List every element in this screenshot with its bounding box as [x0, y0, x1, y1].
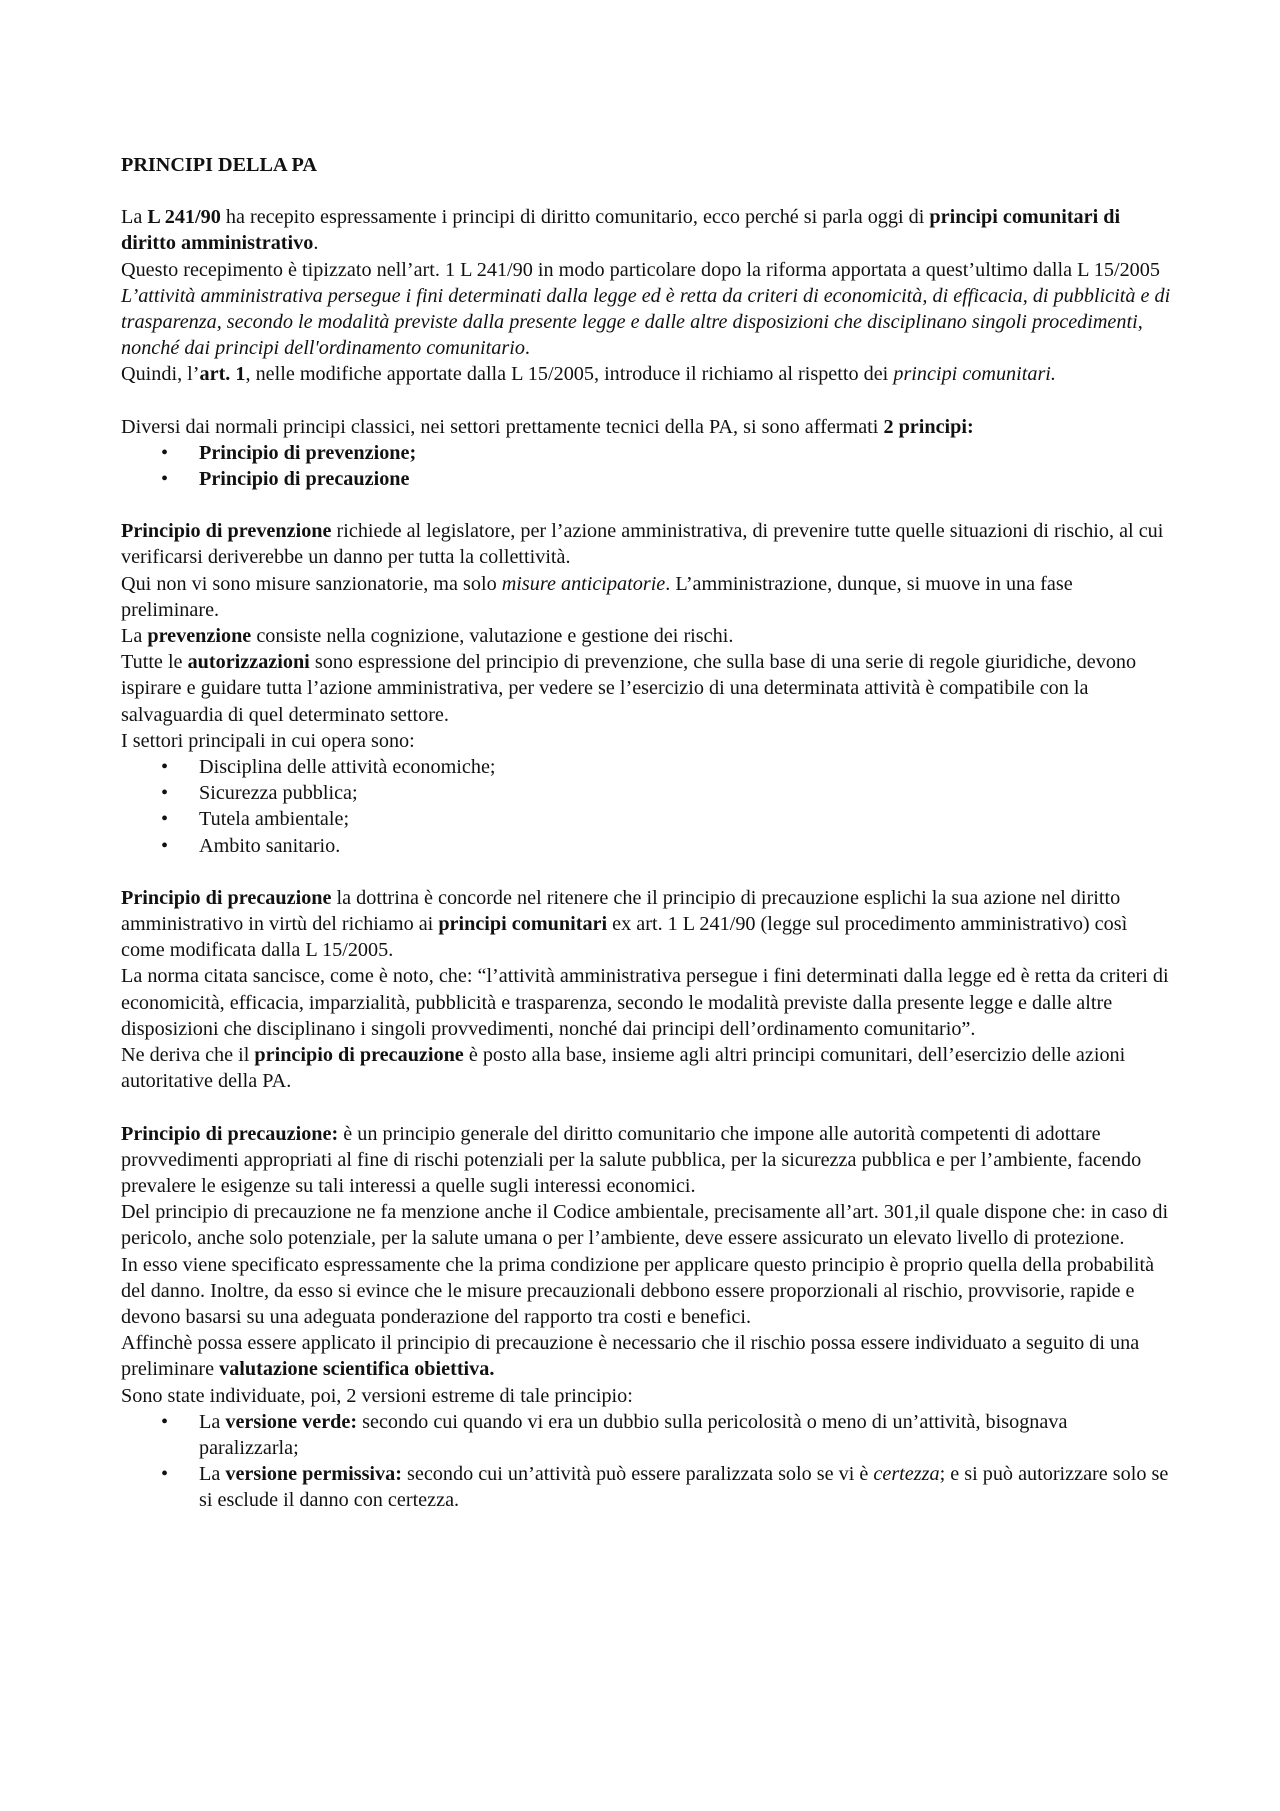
bold-term: prevenzione: [147, 625, 252, 648]
bold-term: 2 principi:: [883, 415, 974, 438]
spacer: [121, 492, 1171, 518]
list-item: • Tutela ambientale;: [199, 806, 1171, 832]
prevenzione-paragraph-3: La prevenzione consiste nella cognizione, valutazione e gestione dei rischi.: [121, 625, 734, 648]
spacer: [121, 1095, 1171, 1121]
bold-term: L 241/90: [147, 206, 221, 229]
bold-term: art. 1: [199, 363, 246, 386]
document-body: [121, 152, 1171, 1514]
italic-term: certezza: [873, 1463, 940, 1486]
precauzione-def-paragraph-1: Principio di precauzione: è un principio generale del diritto comunitario che impone alle autorità competenti di adottare provvedimenti appropriati al fine di rischi potenziali per la salute pubblica, per la sicurezza pubblica e per l’ambiente, facendo prevalere le esigenze su tali interessi a quelle sugli interessi economici.: [121, 1122, 1142, 1197]
page-title: PRINCIPI DELLA PA: [121, 154, 317, 176]
list-item: • La versione permissiva: secondo cui un’attività può essere paralizzata solo se vi è certezza; e si può autorizzare solo se si esclude il danno con certezza.: [199, 1461, 1171, 1513]
bold-term: Principio di precauzione:: [121, 1122, 339, 1145]
bold-term: principi comunitari: [438, 913, 608, 936]
settori-list: [121, 754, 1171, 859]
precauzione-def-paragraph-5: Sono state individuate, poi, 2 versioni estreme di tale principio:: [121, 1384, 633, 1407]
versioni-list: [121, 1409, 1171, 1514]
list-item: • La versione verde: secondo cui quando vi era un dubbio sulla pericolosità o meno di un’attività, bisognava paralizzarla;: [199, 1409, 1171, 1461]
bold-term: principi comunitari di diritto amministrativo: [121, 206, 1121, 255]
spacer: [121, 859, 1171, 885]
precauzione-paragraph-1: Principio di precauzione la dottrina è concorde nel ritenere che il principio di precauzione esplichi la sua azione nel diritto amministrativo in virtù del richiamo ai principi comunitari ex art. 1 L 241/90 (legge sul procedimento amministrativo) così come modificata dalla L 15/2005.: [121, 886, 1128, 962]
intro-paragraph-1: La L 241/90 ha recepito espressamente i principi di diritto comunitario, ecco perché si parla oggi di principi comunitari di diritto amministrativo.: [121, 206, 1121, 255]
prevenzione-paragraph-1: Principio di prevenzione richiede al legislatore, per l’azione amministrativa, di prevenire tutte quelle situazioni di rischio, al cui verificarsi deriverebbe un danno per tutta la collettività.: [121, 520, 1164, 569]
bold-term: Principio di precauzione: [121, 886, 332, 909]
prevenzione-paragraph-4: Tutte le autorizzazioni sono espressione del principio di prevenzione, che sulla base di una serie di regole giuridiche, devono ispirare e guidare tutta l’azione amministrativa, per vedere se l’esercizio di una determinata attività è compatibile con la salvaguardia di quel determinato settore.: [121, 651, 1137, 726]
precauzione-paragraph-2: La norma citata sancisce, come è noto, che: “l’attività amministrativa persegue i fini determinati dalla legge ed è retta da criteri di economicità, efficacia, imparzialità, pubblicità e trasparenza, secondo le modalità previste dalla presente legge e dalle altre disposizioni che disciplinano i singoli provvedimenti, nonché dai principi dell’ordinamento comunitario”.: [121, 965, 1169, 1040]
precauzione-def-paragraph-2: Del principio di precauzione ne fa menzione anche il Codice ambientale, precisamente all’art. 301,il quale dispone che: in caso di pericolo, anche solo potenziale, per la salute umana o per l’ambiente, deve essere assicurato un elevato livello di protezione.: [121, 1201, 1169, 1250]
intro-paragraph-3: Quindi, l’art. 1, nelle modifiche apportate dalla L 15/2005, introduce il richiamo al rispetto dei principi comunitari.: [121, 363, 1056, 386]
bold-term: versione verde:: [225, 1410, 358, 1433]
two-principles-list: [121, 440, 1171, 492]
italic-term: principi comunitari.: [893, 363, 1056, 386]
bold-term: Principio di prevenzione: [121, 520, 332, 543]
two-principles-paragraph: Diversi dai normali principi classici, nei settori prettamente tecnici della PA, si sono affermati 2 principi:: [121, 415, 974, 438]
italic-term: misure anticipatorie: [501, 572, 666, 595]
list-item: • Sicurezza pubblica;: [199, 780, 1171, 806]
list-item: • Ambito sanitario.: [199, 833, 1171, 859]
prevenzione-paragraph-5: I settori principali in cui opera sono:: [121, 729, 415, 752]
list-item: • Principio di prevenzione;: [199, 440, 1171, 466]
italic-quote: L’attività amministrativa persegue i fini determinati dalla legge ed è retta da criteri di economicità, di efficacia, di pubblicità e di trasparenza, secondo le modalità previste dalla presente legge e dalle altre disposizioni che disciplinano singoli procedimenti, nonché dai principi dell'ordinamento comunitario: [121, 284, 1171, 360]
precauzione-def-paragraph-3: In esso viene specificato espressamente che la prima condizione per applicare questo principio è proprio quella della probabilità del danno. Inoltre, da esso si evince che le misure precauzionali debbono essere proporzionali al rischio, provvisorie, rapide e devono basarsi su una adeguata ponderazione del rapporto tra costi e benefici.: [121, 1253, 1155, 1328]
bold-term: autorizzazioni: [187, 651, 310, 674]
bold-term: principio di precauzione: [254, 1044, 464, 1067]
list-item: • Principio di precauzione: [199, 466, 1171, 492]
precauzione-def-paragraph-4: Affinchè possa essere applicato il principio di precauzione è necessario che il rischio possa essere individuato a seguito di una preliminare valutazione scientifica obiettiva.: [121, 1332, 1140, 1381]
bold-term: valutazione scientifica obiettiva.: [219, 1358, 495, 1381]
list-item: • Disciplina delle attività economiche;: [199, 754, 1171, 780]
intro-paragraph-2: Questo recepimento è tipizzato nell’art. 1 L 241/90 in modo particolare dopo la riforma apportata a quest’ultimo dalla L 15/2005 L’attività amministrativa persegue i fini determinati dalla legge ed è retta da criteri di economicità, di efficacia, di pubblicità e di trasparenza, secondo le modalità previste dalla presente legge e dalle altre disposizioni che disciplinano singoli procedimenti, nonché dai principi dell'ordinamento comunitario.: [121, 258, 1171, 360]
prevenzione-paragraph-2: Qui non vi sono misure sanzionatorie, ma solo misure anticipatorie. L’amministrazione, dunque, si muove in una fase preliminare.: [121, 572, 1073, 621]
precauzione-paragraph-3: Ne deriva che il principio di precauzione è posto alla base, insieme agli altri principi comunitari, dell’esercizio delle azioni autoritative della PA.: [121, 1044, 1126, 1093]
spacer: [121, 388, 1171, 414]
bold-term: versione permissiva:: [225, 1463, 402, 1486]
